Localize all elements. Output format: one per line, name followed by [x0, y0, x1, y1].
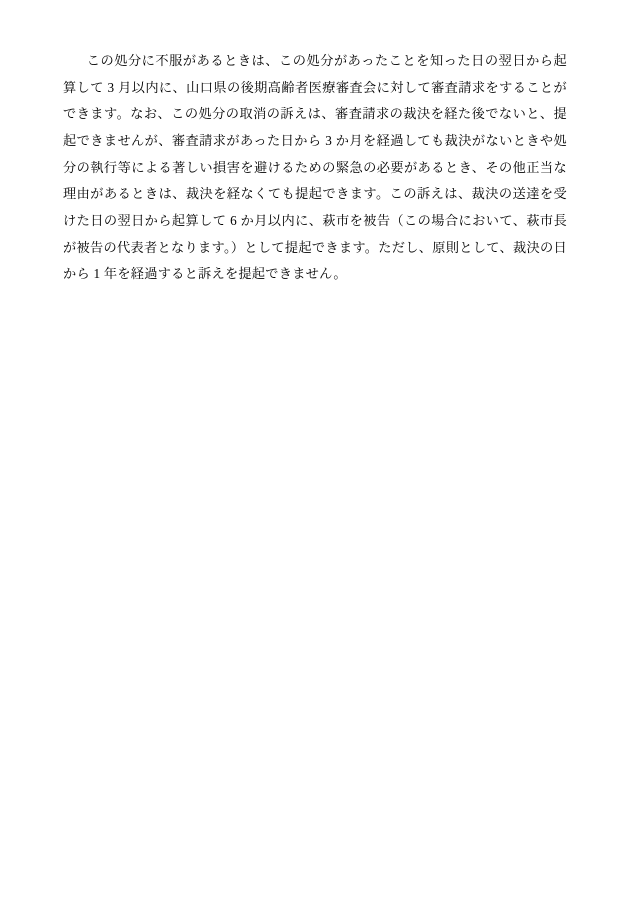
document-body — [63, 48, 567, 288]
notice-paragraph: この処分に不服があるときは、この処分があったことを知った日の翌日から起算して 3 月以内に、山口県の後期高齢者医療審査会に対して審査請求をすることができます。なお、この処分の取消の訴えは、審査請求の裁決を経た後でないと、提起できませんが、審査請求があった日から 3 か月を経過しても裁決がないときや処分の執行等による著しい損害を避けるための緊急の必要があるとき、その他正当な理由があるときは、裁決を経なくても提起できます。この訴えは、裁決の送達を受けた日の翌日から起算して 6 か月以内に、萩市を被告（この場合において、萩市長が被告の代表者となります。）として提起できます。ただし、原則として、裁決の日から 1 年を経過すると訴えを提起できません。 — [63, 53, 567, 282]
